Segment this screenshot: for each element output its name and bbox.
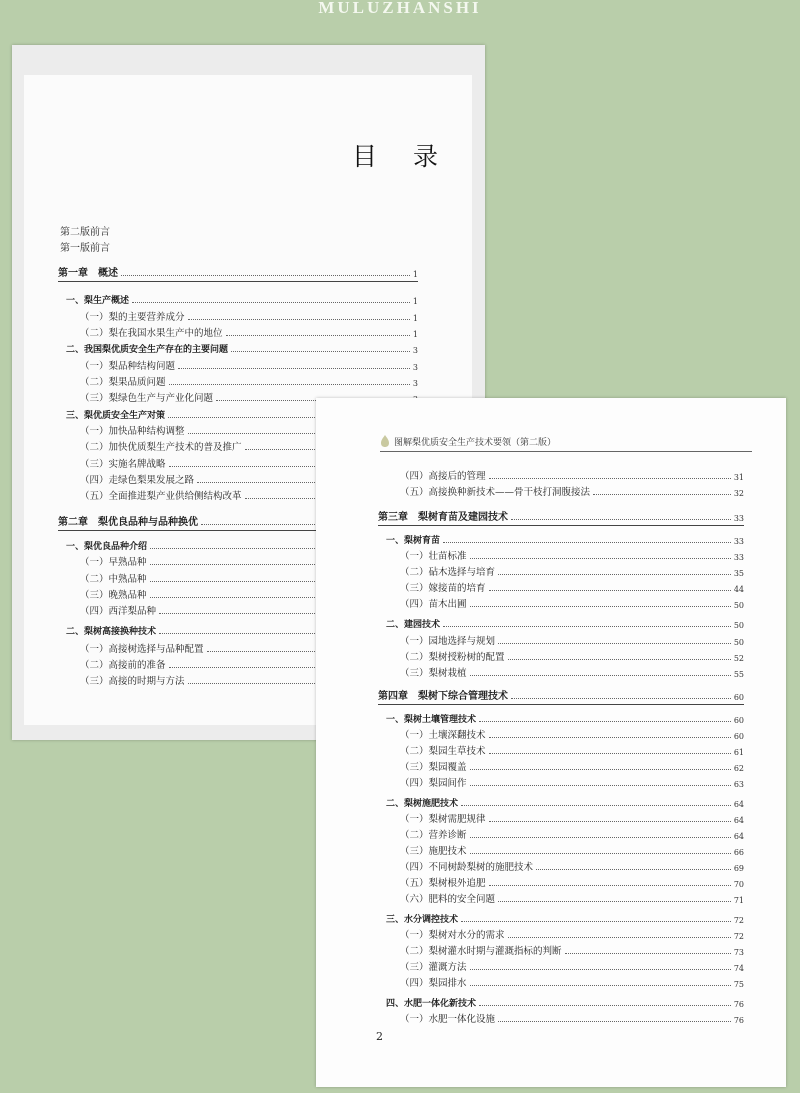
toc-right-entry-page: 75 xyxy=(733,980,744,989)
dot-leader xyxy=(470,985,731,986)
toc-right-entry[interactable] xyxy=(400,562,744,578)
toc-right-entry-page: 76 xyxy=(733,1000,744,1009)
page-number: 2 xyxy=(376,1030,383,1043)
toc-right-entry[interactable] xyxy=(400,757,744,773)
toc-left-entry[interactable] xyxy=(80,356,418,372)
dot-leader xyxy=(508,659,731,660)
toc-right-entry-page: 64 xyxy=(733,800,744,809)
banner-text: MULUZHANSHI xyxy=(318,0,482,17)
toc-right-entry-page: 69 xyxy=(733,864,744,873)
toc-right-entry[interactable] xyxy=(400,725,744,741)
toc-right-entry[interactable] xyxy=(378,686,744,702)
toc-right-entry-title: （四）梨园排水 xyxy=(400,978,467,989)
chapter-rule xyxy=(58,281,418,282)
dot-leader xyxy=(565,953,731,954)
toc-right-entry[interactable] xyxy=(400,973,744,989)
toc-right-entry-page: 33 xyxy=(733,514,744,523)
dot-leader xyxy=(470,558,731,559)
toc-right-entry-title: （三）灌溉方法 xyxy=(400,962,467,973)
toc-right-entry[interactable] xyxy=(400,1009,744,1025)
toc-right-entry-title: （五）高接换种新技术——骨干枝打洞腹接法 xyxy=(400,487,591,498)
dot-leader xyxy=(479,721,731,722)
toc-left-entry-title: 第二章 梨优良品种与品种换优 xyxy=(58,517,198,528)
toc-left-entry-title: （一）梨品种结构问题 xyxy=(80,361,176,372)
toc-right-entry-page: 72 xyxy=(733,932,744,941)
toc-right-entry[interactable] xyxy=(400,578,744,594)
toc-right-entry-page: 73 xyxy=(733,948,744,957)
dot-leader xyxy=(226,335,410,336)
toc-right-entry-page: 50 xyxy=(733,621,744,630)
header-divider xyxy=(380,451,752,452)
toc-right-entry-title: （一）壮苗标准 xyxy=(400,551,467,562)
toc-left-entry-title: 三、梨优质安全生产对策 xyxy=(66,411,166,421)
toc-left-entry-page: 1 xyxy=(412,314,418,323)
dot-leader xyxy=(169,384,410,385)
toc-right-entry-page: 32 xyxy=(733,489,744,498)
toc-right-entry-page: 74 xyxy=(733,964,744,973)
dot-leader xyxy=(188,319,410,320)
toc-right-entry-title: 二、梨树施肥技术 xyxy=(386,799,459,809)
toc-right-entry-title: （二）营养诊断 xyxy=(400,830,467,841)
toc-right-entry-page: 71 xyxy=(733,896,744,905)
toc-right-entry-title: （二）砧木选择与培育 xyxy=(400,567,496,578)
toc-right-entry-title: （一）园地选择与规划 xyxy=(400,636,496,647)
running-header xyxy=(380,434,556,448)
toc-right-entry-title: （二）梨树授粉树的配置 xyxy=(400,652,505,663)
toc-left-entry-page: 1 xyxy=(412,330,418,339)
preface-2nd: 第二版前言 xyxy=(60,227,110,238)
toc-right-entry-title: （一）梨树对水分的需求 xyxy=(400,930,505,941)
toc-left-entry-page: 1 xyxy=(412,270,418,279)
toc-left-entry-title: （三）梨绿色生产与产业化问题 xyxy=(80,393,214,404)
dot-leader xyxy=(489,478,731,479)
dot-leader xyxy=(470,606,731,607)
toc-right-entry-page: 60 xyxy=(733,732,744,741)
toc-left-entry-title: 二、我国梨优质安全生产存在的主要问题 xyxy=(66,345,229,355)
dot-leader xyxy=(479,1005,731,1006)
dot-leader xyxy=(511,698,731,699)
dot-leader xyxy=(132,302,410,303)
toc-right-entry[interactable] xyxy=(386,793,744,809)
dot-leader xyxy=(470,837,731,838)
toc-right-entry-title: （四）高接后的管理 xyxy=(400,471,486,482)
dot-leader xyxy=(498,643,731,644)
toc-right-entry[interactable] xyxy=(400,647,744,663)
toc-left-entry-title: （三）高接的时期与方法 xyxy=(80,676,185,687)
toc-left-entry-title: （二）高接前的准备 xyxy=(80,660,166,671)
dot-leader xyxy=(498,901,731,902)
running-header-text: 图解梨优质安全生产技术要领（第二版） xyxy=(394,437,557,448)
toc-right-entry-page: 60 xyxy=(733,716,744,725)
dot-leader xyxy=(470,769,731,770)
dot-leader xyxy=(489,737,731,738)
toc-left-entry-title: （五）全面推进梨产业供给侧结构改革 xyxy=(80,491,242,502)
dot-leader xyxy=(489,753,731,754)
toc-right-entry-page: 64 xyxy=(733,816,744,825)
toc-right-entry-title: （四）梨园间作 xyxy=(400,778,467,789)
toc-right-entry-title: （二）梨园生草技术 xyxy=(400,746,486,757)
toc-left-entry[interactable] xyxy=(80,372,418,388)
dot-leader xyxy=(536,869,731,870)
toc-right-entry-title: 第四章 梨树下综合管理技术 xyxy=(378,691,508,702)
toc-right-entry[interactable] xyxy=(400,941,744,957)
toc-right-entry[interactable] xyxy=(400,925,744,941)
dot-leader xyxy=(498,1021,731,1022)
toc-right-entry-page: 31 xyxy=(733,473,744,482)
dot-leader xyxy=(593,494,731,495)
toc-left-entry-title: （二）梨在我国水果生产中的地位 xyxy=(80,328,223,339)
toc-left-entry-title: （三）晚熟品种 xyxy=(80,590,147,601)
toc-right-entry-page: 72 xyxy=(733,916,744,925)
toc-right-entry-page: 33 xyxy=(733,537,744,546)
toc-left-entry-title: （二）中熟品种 xyxy=(80,574,147,585)
toc-right-entry-page: 66 xyxy=(733,848,744,857)
dot-leader xyxy=(443,626,731,627)
toc-left-entry-title: （一）早熟品种 xyxy=(80,557,147,568)
toc-right-entry-page: 33 xyxy=(733,553,744,562)
toc-right-entry-title: （一）土壤深翻技术 xyxy=(400,730,486,741)
toc-right-entry[interactable] xyxy=(400,546,744,562)
toc-right-entry[interactable] xyxy=(400,809,744,825)
toc-right-entry-title: 第三章 梨树育苗及建园技术 xyxy=(378,512,508,523)
dot-leader xyxy=(231,351,410,352)
dot-leader xyxy=(470,675,731,676)
toc-right-entry-page: 76 xyxy=(733,1016,744,1025)
toc-right-entry-page: 35 xyxy=(733,569,744,578)
toc-right-entry-page: 64 xyxy=(733,832,744,841)
dot-leader xyxy=(121,275,410,276)
toc-left-entry[interactable] xyxy=(80,323,418,339)
toc-right-entry-title: （一）梨树需肥规律 xyxy=(400,814,486,825)
toc-right-entry[interactable] xyxy=(400,663,744,679)
toc-right-entry-title: 一、梨树土壤管理技术 xyxy=(386,715,477,725)
toc-right-entry-page: 62 xyxy=(733,764,744,773)
toc-left-entry-page: 3 xyxy=(412,346,418,355)
dot-leader xyxy=(461,805,731,806)
toc-left-entry-page: 3 xyxy=(412,379,418,388)
toc-right-entry-title: （二）梨树灌水时期与灌溉指标的判断 xyxy=(400,946,562,957)
toc-right-entry[interactable] xyxy=(386,909,744,925)
toc-right-entry-title: （六）肥料的安全问题 xyxy=(400,894,496,905)
toc-right-entry-page: 44 xyxy=(733,585,744,594)
toc-right-entry[interactable] xyxy=(400,482,744,498)
dot-leader xyxy=(443,542,731,543)
toc-right-entry[interactable] xyxy=(386,993,744,1009)
toc-left-entry-title: 一、梨生产概述 xyxy=(66,296,130,306)
toc-right-entry-title: （三）梨树栽植 xyxy=(400,668,467,679)
toc-right-entry-title: 三、水分调控技术 xyxy=(386,915,459,925)
toc-right-entry-title: （四）不同树龄梨树的施肥技术 xyxy=(400,862,534,873)
dot-leader xyxy=(470,853,731,854)
toc-right-entry[interactable] xyxy=(386,530,744,546)
toc-right-entry[interactable] xyxy=(400,889,744,905)
toc-left-entry-title: （四）西洋梨品种 xyxy=(80,606,157,617)
toc-right-entry-title: （三）梨园覆盖 xyxy=(400,762,467,773)
toc-right-entry[interactable] xyxy=(400,857,744,873)
dot-leader xyxy=(498,574,731,575)
toc-left-entry-title: （一）高接树选择与品种配置 xyxy=(80,644,204,655)
toc-left-entry-title: 二、梨树高接换种技术 xyxy=(66,627,157,637)
toc-right-entry-page: 55 xyxy=(733,670,744,679)
dot-leader xyxy=(470,969,731,970)
toc-right-entry[interactable] xyxy=(400,873,744,889)
chapter-rule xyxy=(378,525,744,526)
dot-leader xyxy=(489,590,731,591)
toc-left-entry-title: （二）梨果品质问题 xyxy=(80,377,166,388)
pear-icon xyxy=(380,434,390,448)
toc-right-entry[interactable] xyxy=(400,741,744,757)
dot-leader xyxy=(489,821,731,822)
toc-right-entry-title: （一）水肥一体化设施 xyxy=(400,1014,496,1025)
toc-right-entry[interactable] xyxy=(400,825,744,841)
toc-right-entry-page: 50 xyxy=(733,638,744,647)
toc-left-entry[interactable] xyxy=(66,339,418,355)
toc-right-entry-title: （三）施肥技术 xyxy=(400,846,467,857)
toc-right-entry-page: 61 xyxy=(733,748,744,757)
toc-right-entry[interactable] xyxy=(400,631,744,647)
toc-right-entry-page: 50 xyxy=(733,601,744,610)
chapter-rule xyxy=(378,704,744,705)
dot-leader xyxy=(470,785,731,786)
toc-left-entry-title: （三）实施名牌战略 xyxy=(80,459,166,470)
dot-leader xyxy=(178,368,410,369)
toc-left-entry-title: 第一章 概述 xyxy=(58,268,118,279)
dot-leader xyxy=(489,885,731,886)
toc-right-entry-title: （三）嫁接苗的培育 xyxy=(400,583,486,594)
dot-leader xyxy=(511,519,731,520)
toc-title: 目 录 xyxy=(352,142,452,171)
toc-right-entry[interactable] xyxy=(400,773,744,789)
toc-right-entry-page: 60 xyxy=(733,693,744,702)
toc-right-entry[interactable] xyxy=(400,466,744,482)
toc-left-entry-page: 1 xyxy=(412,297,418,306)
toc-left-entry-title: （一）梨的主要营养成分 xyxy=(80,312,185,323)
toc-right-entry[interactable] xyxy=(400,957,744,973)
toc-left-entry-page: 3 xyxy=(412,363,418,372)
dot-leader xyxy=(461,921,731,922)
toc-left-entry[interactable] xyxy=(66,290,418,306)
dot-leader xyxy=(508,937,731,938)
toc-right-entry-title: （四）苗木出圃 xyxy=(400,599,467,610)
toc-right-entry[interactable] xyxy=(400,594,744,610)
preface-1st: 第一版前言 xyxy=(60,243,110,254)
toc-right-entry-title: 四、水肥一体化新技术 xyxy=(386,999,477,1009)
toc-right-entry-page: 52 xyxy=(733,654,744,663)
toc-right-entry[interactable] xyxy=(400,841,744,857)
toc-left-entry-title: （四）走绿色梨果发展之路 xyxy=(80,475,195,486)
toc-right-entry-page: 63 xyxy=(733,780,744,789)
toc-right-entry[interactable] xyxy=(386,709,744,725)
toc-left-entry-title: （一）加快品种结构调整 xyxy=(80,426,185,437)
toc-right-entry-title: 一、梨树育苗 xyxy=(386,536,441,546)
toc-right-entry[interactable] xyxy=(386,614,744,630)
toc-right-entry-page: 70 xyxy=(733,880,744,889)
toc-left-entry-title: 一、梨优良品种介绍 xyxy=(66,542,148,552)
toc-left-entry[interactable] xyxy=(58,263,418,279)
toc-right-entry-title: （五）梨树根外追肥 xyxy=(400,878,486,889)
toc-right-entry-title: 二、建园技术 xyxy=(386,620,441,630)
toc-left-entry[interactable] xyxy=(80,307,418,323)
toc-left-entry-title: （二）加快优质梨生产技术的普及推广 xyxy=(80,442,242,453)
toc-right-entry[interactable] xyxy=(378,507,744,523)
